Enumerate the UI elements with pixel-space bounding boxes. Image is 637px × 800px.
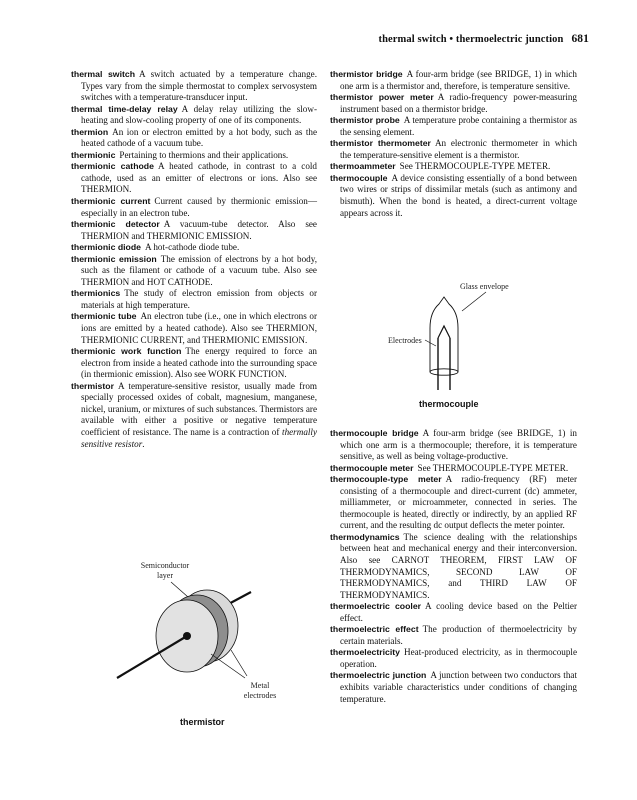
entry-definition-end: .: [142, 438, 145, 449]
entry: [71, 346, 317, 381]
entry-definition: A cooling device based on the Peltier effect.: [340, 601, 577, 623]
entry-definition: Pertaining to thermions and their applications.: [119, 149, 289, 160]
entry-term: thermoelectricity: [330, 647, 401, 658]
entry-definition-italic: thermally sensitive resistor: [81, 426, 318, 449]
entry: [71, 219, 317, 242]
entry: [71, 104, 317, 127]
entry-term: thermoelectric cooler: [330, 601, 422, 612]
glass-envelope-leader: [462, 292, 486, 311]
lead-junction: [183, 632, 191, 640]
entry-definition: Heat-produced electricity, as in thermocouple operation.: [340, 647, 577, 669]
left-column: [71, 69, 317, 450]
entry: [330, 69, 577, 92]
entry-definition: A four-arm bridge (see BRIDGE, 1) in which one arm is a thermistor and, therefore, is temperature sensitive.: [340, 69, 577, 91]
semiconductor-label-line1: Semiconductor: [140, 561, 190, 570]
metal-label-line2: electrodes: [243, 691, 277, 700]
entry: [330, 474, 577, 532]
glass-envelope-label: Glass envelope: [460, 282, 509, 291]
entry-definition: An electron tube (i.e., one in which electrons or ions are emitted by a heated cathode). Also see THERMION, THERMIONIC CURRENT, and THERMIONIC EMISSION.: [81, 311, 317, 345]
entry-term: thermistor thermometer: [330, 138, 431, 149]
thermocouple-caption: thermocouple: [419, 399, 479, 409]
entry-term: thermionic emission: [71, 253, 157, 264]
thermistor-caption: thermistor: [180, 717, 225, 727]
entry-term: thermoelectric effect: [330, 624, 419, 635]
entry: [71, 69, 317, 104]
semiconductor-label-line2: layer: [157, 571, 173, 580]
running-head-title: thermal switch • thermoelectric junction: [378, 34, 564, 45]
thermocouple-figure: [378, 278, 538, 393]
entry-term: thermocouple: [330, 172, 388, 183]
entry-definition: The study of electron emission from objects or materials at high temperature.: [81, 288, 317, 310]
entry-term: thermionic cathode: [71, 161, 154, 172]
metal-leader-2: [231, 650, 247, 676]
entry: [71, 311, 317, 346]
entry-term: thermal switch: [71, 69, 136, 79]
entry: [71, 127, 317, 150]
entry-definition: A radio-frequency power-measuring instrument based on a thermistor bridge.: [340, 92, 577, 114]
entry-term: thermionics: [71, 288, 121, 299]
entry: [330, 601, 577, 624]
entry: [330, 92, 577, 115]
entry-term: thermionic detector: [71, 219, 160, 230]
entry-definition: A junction between two conductors that exhibits variable characteristics under conditions of changing temperature.: [340, 670, 577, 704]
entry: [71, 242, 317, 254]
entry-definition: A four-arm bridge (see BRIDGE, 1) in which one arm is a thermocouple; therefore, it is temperature sensitive, as well as being voltage-productive.: [340, 428, 577, 462]
entry-term: thermion: [71, 126, 109, 137]
entry-definition: Current caused by thermionic emission—especially in an electron tube.: [81, 196, 317, 218]
thermocouple-junction: [438, 326, 450, 338]
page-number: 681: [571, 33, 589, 45]
entry-definition: A temperature probe containing a thermistor as the sensing element.: [340, 115, 577, 137]
entry-definition: An electronic thermometer in which the temperature-sensitive element is a thermistor.: [340, 138, 578, 160]
entry-definition: The energy required to force an electron from inside a heated cathode into the surrounding space (in thermionic emission). Also see WORK FUNCTION.: [81, 346, 317, 380]
entry: [330, 647, 577, 670]
entry-term: thermistor bridge: [330, 69, 403, 79]
entry-term: thermodynamics: [330, 531, 400, 542]
right-column-bottom: [330, 428, 577, 705]
entry: [71, 196, 317, 219]
entry: [71, 150, 317, 162]
entry-term: thermionic current: [71, 196, 151, 207]
entry-term: thermocouple-type meter: [330, 474, 442, 485]
metal-label-line1: Metal: [250, 681, 270, 690]
entry: [71, 288, 317, 311]
entry: [330, 428, 577, 463]
entry-definition: A hot-cathode diode tube.: [145, 242, 240, 253]
electrodes-leader: [425, 340, 436, 346]
entry: [330, 115, 577, 138]
entry-term: thermionic: [71, 149, 116, 160]
entry-term: thermistor: [71, 380, 114, 391]
entry-term: thermistor power meter: [330, 92, 434, 103]
entry-term: thermionic tube: [71, 311, 137, 322]
entry-definition: The emission of electrons by a hot body, such as the filament or cathode of a vacuum tube. Also see THERMION and HOT CATHODE.: [81, 253, 317, 287]
entry-definition: A vacuum-tube detector. Also see THERMION and THERMIONIC EMISSION.: [81, 219, 317, 241]
thermistor-figure: [95, 548, 305, 713]
entry-definition: A delay relay utilizing the slow-heating and slow-cooling property of one of its components.: [81, 103, 317, 126]
entry-term: thermionic diode: [71, 242, 141, 253]
entry: [330, 161, 577, 173]
metal-leader-1: [211, 654, 245, 678]
entry: [330, 624, 577, 647]
glass-envelope: [430, 297, 458, 372]
entry-definition: An ion or electron emitted by a hot body, such as the heated cathode of a vacuum tube.: [81, 126, 317, 149]
entry-term: thermoammeter: [330, 161, 396, 172]
right-column-top: [330, 69, 577, 219]
entry-definition: A radio-frequency (RF) meter consisting of a thermocouple and direct-current (dc) ammeter, milliammeter, or microammeter, connected in series. The thermocouple is heated, directly or indirectly, by an applied RF current, and the resulting dc output deflects the meter pointer.: [340, 474, 577, 531]
entry-definition: A switch actuated by a temperature change. Types vary from the simple thermostat to complex servosystem switches with a temperature-transducer input.: [81, 69, 317, 103]
thermocouple-drawing: [378, 278, 538, 393]
electrodes-label: Electrodes: [388, 336, 422, 345]
entry: [330, 463, 577, 475]
entry: [330, 532, 577, 601]
entry-term: thermoelectric junction: [330, 670, 427, 681]
entry: [330, 138, 577, 161]
entry-definition: The production of thermoelectricity by certain materials.: [340, 624, 577, 646]
entry-definition: A device consisting essentially of a bond between two wires or strips of dissimilar metals (such as antimony and bismuth). When the bond is heated, a direct-current voltage appears across it.: [340, 172, 577, 218]
entry: [71, 254, 317, 289]
entry-term: thermal time-delay relay: [71, 103, 178, 114]
entry: [71, 381, 317, 450]
entry: [330, 173, 577, 219]
thermistor-drawing: [95, 548, 305, 713]
entry-term: thermocouple meter: [330, 462, 414, 473]
entry-term: thermocouple bridge: [330, 428, 419, 438]
entry-definition: The science dealing with the relationships between heat and mechanical energy and their interconversion. Also see CARNOT THEOREM, FIRST LAW OF THERMODYNAMICS, SECOND LAW OF THERMODYNAMICS, and THIRD LAW OF THERMODYNAMICS.: [340, 531, 577, 600]
entry-definition: A temperature-sensitive resistor, usually made from specially processed oxides of cobalt, magnesium, manganese, nickel, uranium, or mixtures of such substances. Thermistors are available with either a positive or negative temperature coefficient of resistance. The name is a contraction of: [81, 380, 317, 437]
entry-term: thermionic work function: [71, 346, 182, 357]
entry-definition: See THERMOCOUPLE-TYPE METER.: [399, 161, 551, 172]
envelope-base: [430, 369, 458, 375]
running-head: [378, 33, 589, 45]
entry: [71, 161, 317, 196]
entry: [330, 670, 577, 705]
entry-definition: See THERMOCOUPLE-TYPE METER.: [417, 462, 569, 473]
entry-term: thermistor probe: [330, 115, 400, 126]
entry-definition: A heated cathode, in contrast to a cold cathode, used as an emitter of electrons or ions. Also see THERMION.: [81, 161, 317, 195]
